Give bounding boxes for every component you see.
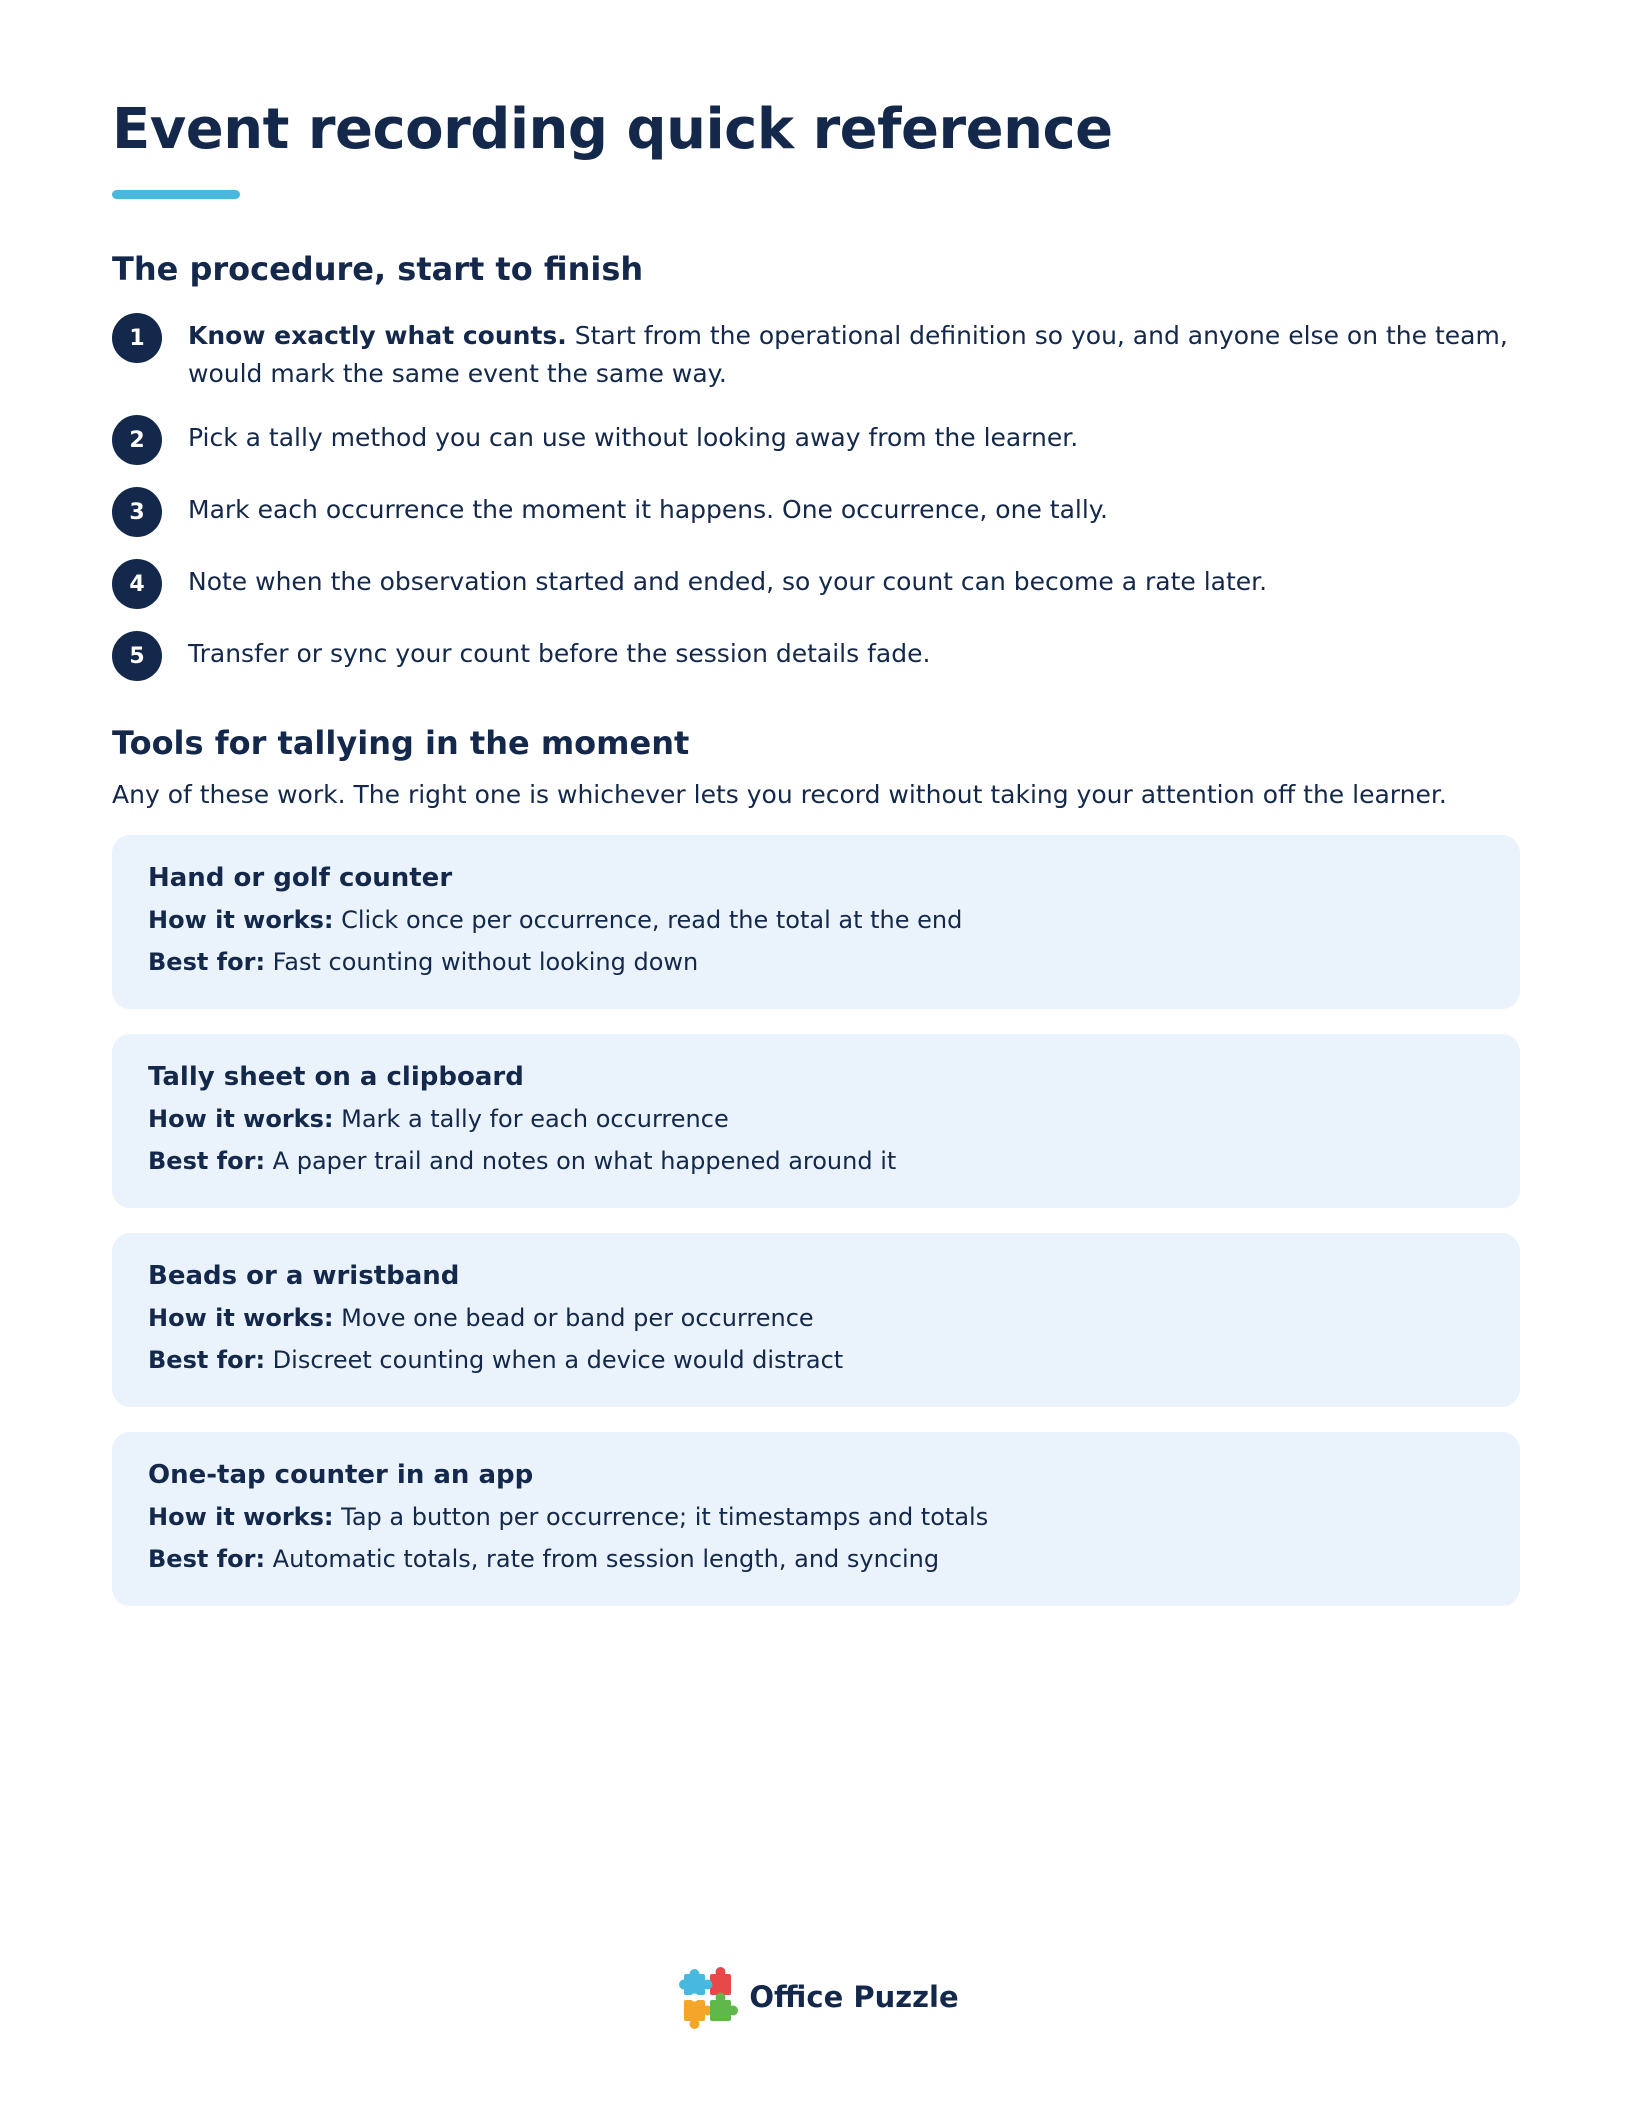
how-label: How it works:	[148, 906, 334, 934]
procedure-heading: The procedure, start to finish	[112, 250, 644, 288]
step-number-badge: 5	[112, 631, 162, 681]
how-text: Click once per occurrence, read the total at the end	[333, 906, 963, 934]
brand-name: Office Puzzle	[749, 1980, 959, 2014]
tool-card	[112, 1233, 1520, 1407]
how-text: Tap a button per occurrence; it timestamps and totals	[333, 1503, 989, 1531]
page-title: Event recording quick reference	[112, 97, 1113, 162]
tool-best-for	[148, 945, 1484, 979]
title-underline	[112, 190, 240, 199]
tool-card	[112, 1034, 1520, 1208]
step-lead: Know exactly what counts.	[188, 321, 567, 350]
how-label: How it works:	[148, 1503, 334, 1531]
how-label: How it works:	[148, 1105, 334, 1133]
how-text: Move one bead or band per occurrence	[333, 1304, 814, 1332]
how-label: How it works:	[148, 1304, 334, 1332]
best-text: Discreet counting when a device would distract	[265, 1346, 844, 1374]
best-label: Best for:	[148, 948, 266, 976]
best-label: Best for:	[148, 1147, 266, 1175]
tool-how-it-works	[148, 1301, 1484, 1335]
step-number-badge: 3	[112, 487, 162, 537]
step-number-badge: 2	[112, 415, 162, 465]
best-label: Best for:	[148, 1545, 266, 1573]
procedure-step	[112, 487, 1520, 537]
best-text: A paper trail and notes on what happened around it	[265, 1147, 897, 1175]
tool-card	[112, 835, 1520, 1009]
tools-heading: Tools for tallying in the moment	[112, 724, 690, 762]
footer-brand	[0, 1962, 1632, 2032]
step-body: Mark each occurrence the moment it happens. One occurrence, one tally.	[188, 495, 1108, 524]
best-label: Best for:	[148, 1346, 266, 1374]
step-body: Note when the observation started and ended, so your count can become a rate later.	[188, 567, 1268, 596]
step-text	[188, 313, 1520, 393]
tool-card-title: One-tap counter in an app	[148, 1460, 534, 1490]
step-body: Start from the operational definition so you, and anyone else on the team, would mark the same event the same way.	[188, 321, 1508, 388]
how-text: Mark a tally for each occurrence	[333, 1105, 729, 1133]
procedure-steps	[112, 313, 1520, 681]
tool-how-it-works	[148, 903, 1484, 937]
step-text	[188, 487, 1520, 529]
puzzle-pieces-icon	[673, 1962, 743, 2032]
procedure-step	[112, 631, 1520, 681]
tool-card-title: Beads or a wristband	[148, 1261, 460, 1291]
step-number-badge: 4	[112, 559, 162, 609]
procedure-step	[112, 559, 1520, 609]
tool-best-for	[148, 1542, 1484, 1576]
step-body: Pick a tally method you can use without looking away from the learner.	[188, 423, 1079, 452]
step-text	[188, 415, 1520, 457]
step-number-badge: 1	[112, 313, 162, 363]
tool-best-for	[148, 1144, 1484, 1178]
tool-how-it-works	[148, 1500, 1484, 1534]
tool-card	[112, 1432, 1520, 1606]
tool-card-title: Hand or golf counter	[148, 863, 453, 893]
procedure-step	[112, 313, 1520, 393]
best-text: Automatic totals, rate from session length, and syncing	[265, 1545, 940, 1573]
best-text: Fast counting without looking down	[265, 948, 699, 976]
step-text	[188, 631, 1520, 673]
tool-best-for	[148, 1343, 1484, 1377]
tool-card-title: Tally sheet on a clipboard	[148, 1062, 524, 1092]
tools-intro: Any of these work. The right one is whichever lets you record without taking your attention off the learner.	[112, 780, 1447, 809]
procedure-step	[112, 415, 1520, 465]
step-text	[188, 559, 1520, 601]
tool-how-it-works	[148, 1102, 1484, 1136]
tool-cards	[112, 835, 1520, 1606]
step-body: Transfer or sync your count before the session details fade.	[188, 639, 931, 668]
